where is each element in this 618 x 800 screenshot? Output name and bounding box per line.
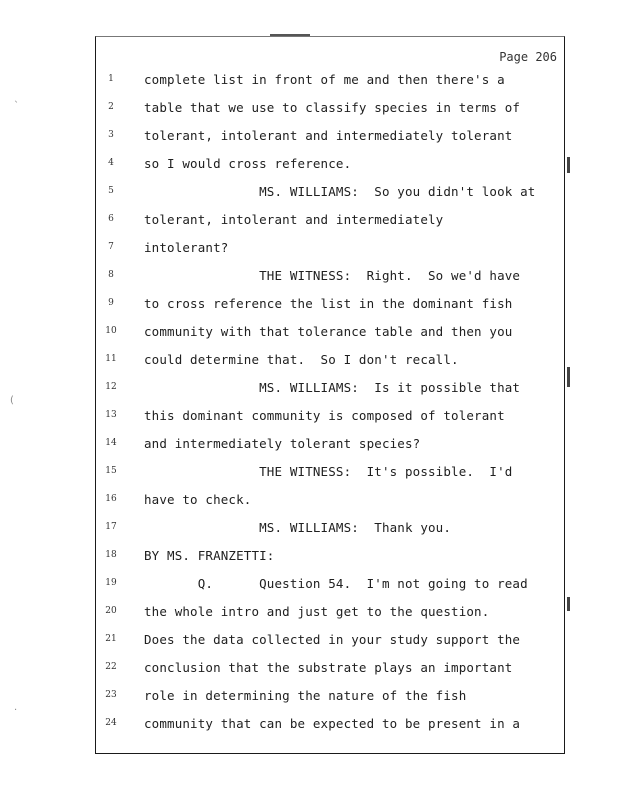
transcript-line — [96, 520, 564, 540]
scan-artifact-right — [567, 367, 570, 387]
transcript-line — [96, 128, 564, 148]
line-text: conclusion that the substrate plays an important — [144, 660, 513, 675]
scan-mark: · — [14, 705, 18, 716]
line-number: 6 — [108, 214, 114, 224]
line-number: 21 — [105, 634, 117, 644]
line-number: 10 — [105, 326, 117, 336]
line-number: 7 — [108, 242, 114, 252]
line-number: 5 — [108, 186, 114, 196]
line-text: THE WITNESS: Right. So we'd have — [144, 268, 521, 283]
line-text: BY MS. FRANZETTI: — [144, 548, 275, 563]
line-number: 4 — [108, 158, 114, 168]
transcript-line — [96, 632, 564, 652]
line-number: 3 — [108, 130, 114, 140]
line-text: Q. Question 54. I'm not going to read — [144, 576, 528, 591]
transcript-line — [96, 100, 564, 120]
line-text: the whole intro and just get to the question. — [144, 604, 490, 619]
line-text: could determine that. So I don't recall. — [144, 352, 459, 367]
transcript-line — [96, 240, 564, 260]
scan-mark: ( — [10, 395, 14, 406]
line-text: so I would cross reference. — [144, 156, 352, 171]
line-text: and intermediately tolerant species? — [144, 436, 421, 451]
transcript-line — [96, 268, 564, 288]
transcript-line — [96, 492, 564, 512]
scan-mark: ˎ — [14, 92, 19, 103]
transcript-line — [96, 72, 564, 92]
transcript-line — [96, 156, 564, 176]
transcript-line — [96, 688, 564, 708]
line-number: 19 — [105, 578, 117, 588]
line-text: MS. WILLIAMS: Thank you. — [144, 520, 452, 535]
line-number: 9 — [108, 298, 114, 308]
transcript-line — [96, 408, 564, 428]
line-text: MS. WILLIAMS: So you didn't look at — [144, 184, 536, 199]
line-text: tolerant, intolerant and intermediately — [144, 212, 444, 227]
transcript-line — [96, 464, 564, 484]
line-text: Does the data collected in your study support the — [144, 632, 521, 647]
page-number: Page 206 — [499, 50, 557, 64]
line-text: this dominant community is composed of tolerant — [144, 408, 505, 423]
scan-artifact-right — [567, 597, 570, 611]
line-number: 15 — [105, 466, 117, 476]
line-number: 23 — [105, 690, 117, 700]
line-number: 16 — [105, 494, 117, 504]
transcript-line — [96, 604, 564, 624]
line-number: 11 — [105, 354, 117, 364]
line-text: to cross reference the list in the dominant fish — [144, 296, 513, 311]
transcript-line — [96, 436, 564, 456]
line-number: 12 — [105, 382, 117, 392]
scan-artifact-right — [567, 157, 570, 173]
line-text: community with that tolerance table and then you — [144, 324, 513, 339]
line-number: 20 — [105, 606, 117, 616]
line-text: table that we use to classify species in terms of — [144, 100, 521, 115]
line-number: 8 — [108, 270, 114, 280]
transcript-line — [96, 716, 564, 736]
transcript-line — [96, 352, 564, 372]
transcript-line — [96, 184, 564, 204]
line-text: role in determining the nature of the fish — [144, 688, 467, 703]
line-text: intolerant? — [144, 240, 229, 255]
line-number: 2 — [108, 102, 114, 112]
transcript-line — [96, 380, 564, 400]
transcript-line — [96, 212, 564, 232]
line-number: 1 — [108, 74, 114, 84]
line-number: 24 — [105, 718, 117, 728]
line-text: complete list in front of me and then there's a — [144, 72, 505, 87]
line-number: 18 — [105, 550, 117, 560]
line-text: THE WITNESS: It's possible. I'd — [144, 464, 513, 479]
line-number: 22 — [105, 662, 117, 672]
line-number: 17 — [105, 522, 117, 532]
transcript-line — [96, 576, 564, 596]
line-text: tolerant, intolerant and intermediately tolerant — [144, 128, 513, 143]
line-text: MS. WILLIAMS: Is it possible that — [144, 380, 521, 395]
line-text: community that can be expected to be present in a — [144, 716, 521, 731]
line-text: have to check. — [144, 492, 252, 507]
transcript-line — [96, 296, 564, 316]
line-number: 14 — [105, 438, 117, 448]
transcript-page — [95, 36, 565, 754]
transcript-line — [96, 548, 564, 568]
transcript-line — [96, 324, 564, 344]
line-number: 13 — [105, 410, 117, 420]
transcript-line — [96, 660, 564, 680]
